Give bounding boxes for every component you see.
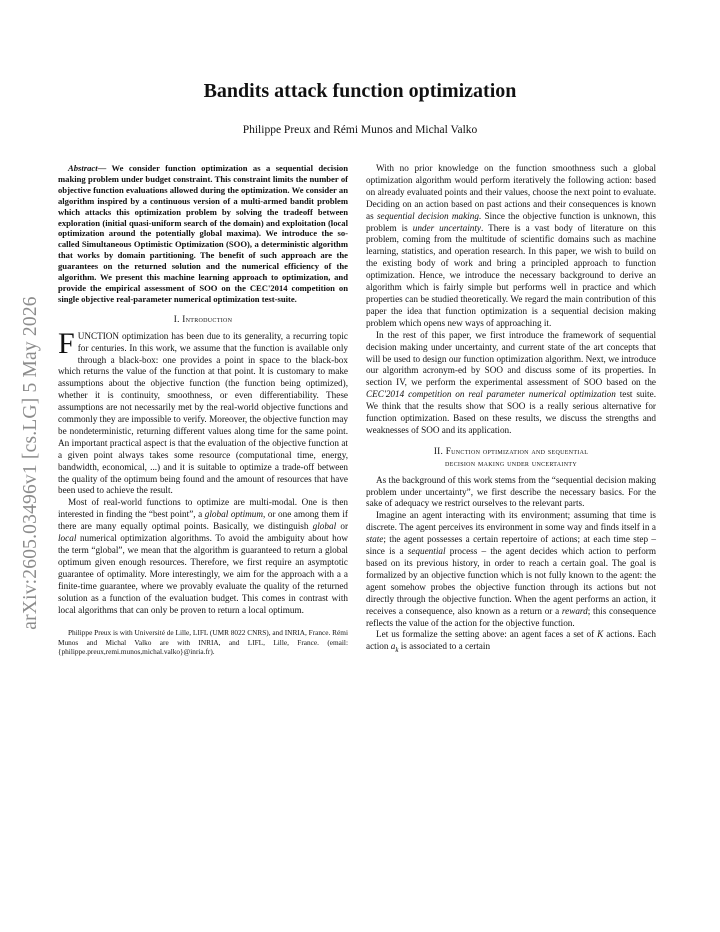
paper-title: Bandits attack function optimization (203, 80, 517, 102)
intro-paragraph-3: With no prior knowledge on the function smoothness such a global optimization algorithm would perform iteratively the following action: based on already evaluated points and their values, choose the next point to evaluate. Deciding on an action based on past actions and their consequences is known as sequential decision making. Since the objective function is unknown, this problem is under uncertainty. There is a vast body of literature on this problem, coming from the multitude of scientific domains such as machine learning, statistics, and operation research. In this paper, we wish to build on the existing body of work and bring a principled approach to function optimization. Hence, we introduce the necessary background to derive an algorithm which is fairly simple but performs well in practice and which properties can be studied theoretically. We regard the main contribution of this paper the idea that function optimization is a sequential decision making problem which opens new ways of approaching it. (366, 163, 657, 328)
drop-cap: F (58, 326, 75, 360)
section-heading-line-2: decision making under uncertainty (445, 457, 577, 468)
arxiv-sidebar (18, 258, 44, 668)
background-paragraph-1: As the background of this work stems from the “sequential decision making problem under uncertainty”, we first describe the necessary basics. For the sake of adequacy we restrict ourselves to the relevant parts. (366, 474, 656, 509)
background-paragraph-2: Imagine an agent interacting with its environment; assuming that time is discrete. The agent perceives its environment in some way and finds itself in a state; the agent possesses a certain repertoire of actions; at each time step – since is a sequential process – the agent decides which action to perform based on its previous history, in order to reach a certain goal. The goal is formalized by an objective function which is not fully known to the agent: the agent somehow probes the objective function through its actions but not directly through the objective function. When the agent performs an action, it receives a consequence, also known as a return or a reward; this consequence reflects the value of the action for the objective function. (366, 510, 656, 628)
abstract-text: — We consider function optimization as a sequential decision making problem under budget constraint. This constraint limits the number of objective function evaluations allowed during the optimization. We consider an algorithm inspired by a continuous version of a multi-armed bandit problem which attacks this optimization problem by solving the tradeoff between exploration (initial quasi-uniform search of the domain) and exploitation (local optimization around the potentially global maxima). We introduce the so-called Simultaneous Optimistic Optimization (SOO), a deterministic algorithm that works by domain partitioning. The benefit of such approach are the guarantees on the returned solution and the numerical efficiency of the algorithm. We present this machine learning approach to optimization, and provide the empirical assessment of SOO on the CEC'2014 competition on single objective real-parameter numerical optimization test-suite. (58, 163, 348, 304)
abstract (58, 163, 348, 305)
intro-paragraph-1 (58, 326, 348, 498)
intro-paragraph-2: Most of real-world functions to optimize are multi-modal. One is then interested in finding the “best point”, a global optimum, or one among them if there are many equally optimal points. Basically, we distinguish global or local numerical optimization algorithms. To avoid the ambiguity about how the term “global”, we mean that the algorithm is guaranteed to return a global optimum given enough resources. Therefore, we first require an asymptotic guarantee of optimality. More interestingly, we aim for the approach with a a finite-time guarantee, where we provably evaluate the quality of the returned solution as a function of the evaluation budget. This comes in contrast with local algorithms that can only be proven to return a local optimum. (58, 497, 349, 615)
section-heading-line-1: II. Function optimization and sequential (433, 445, 589, 456)
abstract-label: Abstract (68, 163, 98, 173)
paper-authors: Philippe Preux and Rémi Munos and Michal Valko (242, 124, 478, 136)
arxiv-identifier: arXiv:2605.03496v1 [cs.LG] 5 May 2026 (20, 296, 41, 630)
section-heading-background (366, 446, 656, 470)
left-column (58, 163, 348, 656)
intro-paragraph-4: In the rest of this paper, we first introduce the framework of sequential decision making under uncertainty, and current state of the art concepts that will be used to design our function optimization algorithm. Next, we introduce our algorithm acronym-ed by SOO and discuss some of its properties. In section IV, we perform the experimental assessment of SOO based on the CEC'2014 competition on real parameter numerical optimization test suite. We think that the results show that SOO is a really serious alternative for function optimization. Based on these results, we discuss the strengths and weaknesses of SOO and its application. (366, 329, 656, 435)
author-footnote: Philippe Preux is with Université de Lille, LIFL (UMR 8022 CNRS), and INRIA, France. Rémi Munos and Michal Valko are with INRIA, and LIFL, Lille, France. (email: {philippe.preux,remi.munos,michal.valko}@inria.fr). (58, 628, 348, 656)
right-column (366, 163, 656, 657)
background-paragraph-3: Let us formalize the setting above: an agent faces a set of K actions. Each action $a_k$ is associated to a certain (366, 629, 656, 655)
intro-paragraph-1-text: UNCTION optimization has been due to its generality, a recurring topic for centuries. In this work, we assume that the function is available only through a black-box: one provides a point in space to the black-box which returns the value of the function at that point. It is customary to make assumptions about the objective function (the function being optimized), whether it is continuity, smoothness, or even differentiability. These assumptions are not necessarily met by the real-world objective functions and commonly they are impossible to verify. Moreover, the objective function may be nondeterministic, returning different values along time for the same point. An important practical aspect is that the evaluation of the objective function at a given point always takes some resource (computational time, energy, bandwidth, economical, ...) and it is suitable to optimize a trade-off between the quality of the optimum being found and the amount of resources that have been used to achieve the result. (58, 330, 348, 496)
section-heading-introduction: I. Introduction (173, 313, 233, 324)
